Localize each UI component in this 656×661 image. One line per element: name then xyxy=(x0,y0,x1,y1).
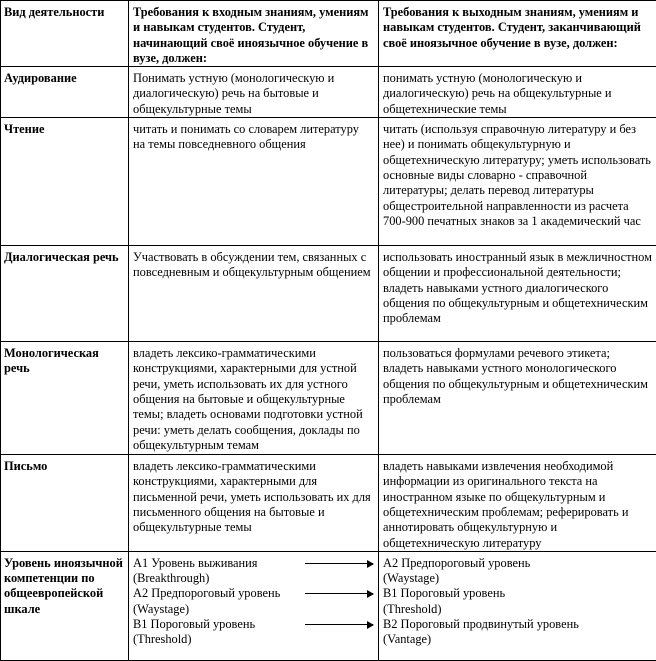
level-name: A2 Предпороговый уровень xyxy=(383,555,531,570)
input-requirement-cell: Участвовать в обсуждении тем, связанных с повседневным и общекультурным общением xyxy=(129,246,379,342)
level-name: A2 Предпороговый уровень xyxy=(133,586,281,601)
activity-cell: Аудирование xyxy=(1,67,129,118)
arrow-right-icon xyxy=(305,563,373,564)
input-level-b1 xyxy=(133,617,374,632)
level-english-name: (Threshold) xyxy=(133,632,192,647)
activity-cell: Уровень иноязычной компетенции по общеевропейской шкале xyxy=(1,551,129,660)
level-name: B1 Пороговый уровень xyxy=(133,617,256,632)
input-requirement-cell: Понимать устную (монологическую и диалогическую) речь на бытовые и общекультурные темы xyxy=(129,67,379,118)
table-row xyxy=(1,118,656,246)
table-row xyxy=(1,67,656,118)
output-requirement-cell: понимать устную (монологическую и диалогическую) речь на общекультурные и общетехнические темы xyxy=(379,67,656,118)
table-row xyxy=(1,246,656,342)
arrow-right-icon xyxy=(305,593,373,594)
levels-row xyxy=(1,551,656,660)
header-output-requirements: Требования к выходным знаниям, умениям и навыкам студентов. Студент, заканчивающий своё иноязычное обучение в вузе, должен: xyxy=(379,1,656,67)
activity-cell: Диалогическая речь xyxy=(1,246,129,342)
input-requirement-cell: владеть лексико-грамматическими конструкциями, характерными для письменной речи, уметь использовать их для письменного общения на бытовые и общекультурные темы xyxy=(129,455,379,552)
table-row xyxy=(1,342,656,455)
output-levels-cell xyxy=(379,551,656,660)
output-requirement-cell: пользоваться формулами речевого этикета; владеть навыками устного монологического общения по общекультурным и общетехническим проблемам xyxy=(379,342,656,455)
arrow-right-icon xyxy=(305,624,373,625)
level-english-name: (Waystage) xyxy=(133,601,190,616)
activity-cell: Чтение xyxy=(1,118,129,246)
table-row xyxy=(1,455,656,552)
level-english-name: (Waystage) xyxy=(383,571,440,586)
header-input-requirements: Требования к входным знаниям, умениям и навыкам студентов. Студент, начинающий своё иноязычное обучение в вузе, должен: xyxy=(129,1,379,67)
level-english-name: (Vantage) xyxy=(383,632,432,647)
input-levels-cell xyxy=(129,551,379,660)
level-english-name: (Breakthrough) xyxy=(133,571,210,586)
level-name: A1 Уровень выживания xyxy=(133,555,258,570)
output-requirement-cell: использовать иностранный язык в межличностном общении и профессиональной деятельности; владеть навыками устного диалогического общения по общекультурным и общетехническим проблемам xyxy=(379,246,656,342)
table-header-row xyxy=(1,1,656,67)
input-requirement-cell: владеть лексико-грамматическими конструкциями, характерными для устной речи, уметь использовать их для устного общения на бытовые и общекультурные темы; владеть основами подготовки устной речи: уметь делать сообщения, доклады по общекультурным темам xyxy=(129,342,379,455)
level-english-name: (Threshold) xyxy=(383,601,442,616)
input-requirement-cell: читать и понимать со словарем литературу на темы повседневного общения xyxy=(129,118,379,246)
activity-cell: Письмо xyxy=(1,455,129,552)
input-level-a2 xyxy=(133,586,374,601)
level-name: B2 Пороговый продвинутый уровень xyxy=(383,617,579,632)
output-requirement-cell: владеть навыками извлечения необходимой информации из оригинального текста на иностранном языке по общекультурным и общетехническим проблемам; реферировать и аннотировать общекультурную и общетехническую литературу xyxy=(379,455,656,552)
output-requirement-cell: читать (используя справочную литературу и без нее) и понимать общекультурную и общетехническую литературу; уметь использовать основные виды словарно - справочной литературы; делать перевод литературы общестроительной направленности из расчета 700-900 печатных знаков за 1 академический час xyxy=(379,118,656,246)
input-level-a1 xyxy=(133,556,374,571)
level-name: B1 Пороговый уровень xyxy=(383,586,506,601)
activity-cell: Монологическая речь xyxy=(1,342,129,455)
header-activity-type: Вид деятельности xyxy=(1,1,129,67)
